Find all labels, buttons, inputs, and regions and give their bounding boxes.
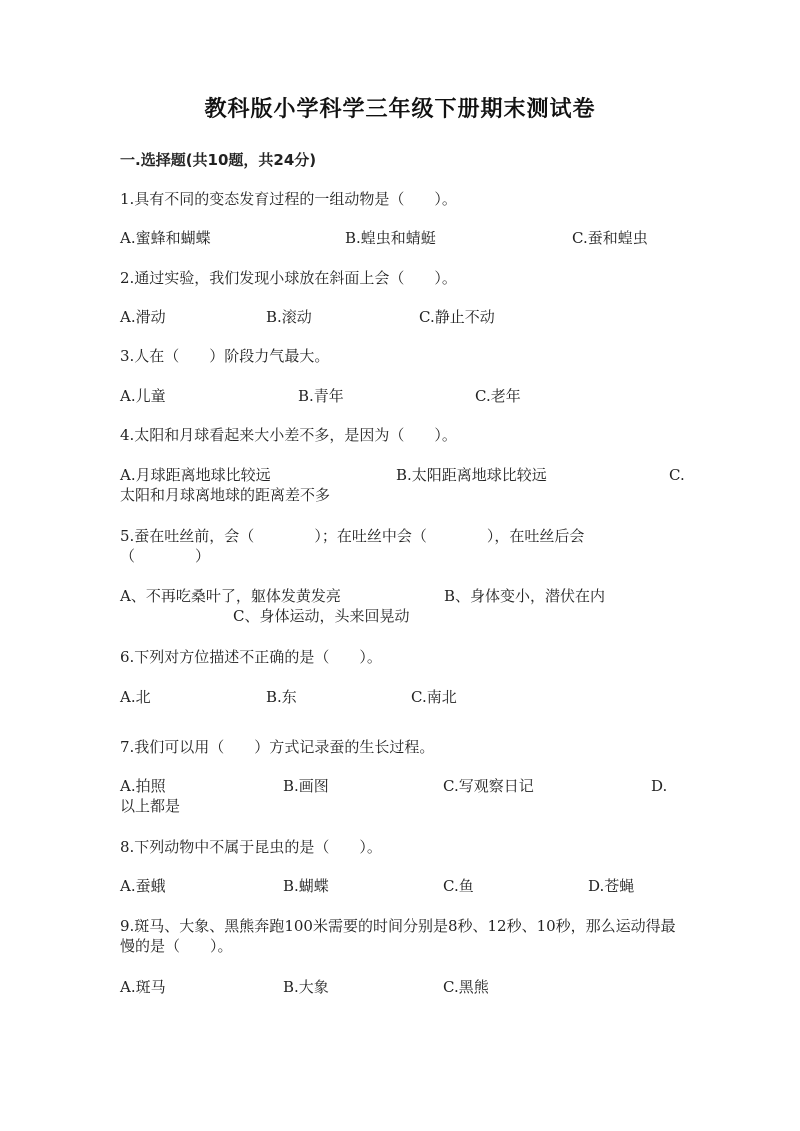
question-6-option-a: A.北	[120, 688, 151, 706]
question-1-option-b: B.蝗虫和蜻蜓	[345, 229, 436, 247]
question-6-option-b: B.东	[266, 688, 297, 706]
question-7-option-d-text: 以上都是	[120, 797, 181, 815]
question-7-option-b: B.画图	[283, 777, 329, 795]
question-7-option-c: C.写观察日记	[443, 777, 534, 795]
question-7-stem: 7.我们可以用（ ）方式记录蚕的生长过程。	[120, 738, 435, 756]
question-1-option-c: C.蚕和蝗虫	[572, 229, 648, 247]
question-5-option-a: A、不再吃桑叶了，躯体发黄发亮	[120, 587, 341, 605]
question-9-option-c: C.黑熊	[443, 978, 489, 996]
question-4-stem: 4.太阳和月球看起来大小差不多，是因为（ ）。	[120, 426, 457, 444]
question-7-option-a: A.拍照	[120, 777, 166, 795]
question-8-option-d: D.苍蝇	[588, 877, 635, 895]
page-title: 教科版小学科学三年级下册期末测试卷	[204, 97, 596, 122]
question-5-stem-line-1: 5.蚕在吐丝前，会（ ）；在吐丝中会（ ），在吐丝后会	[120, 527, 585, 545]
question-4-option-a: A.月球距离地球比较远	[120, 466, 271, 484]
question-3-stem: 3.人在（ ）阶段力气最大。	[120, 347, 330, 365]
question-3-option-b: B.青年	[298, 387, 344, 405]
section-heading: 一.选择题(共10题，共24分)	[120, 151, 317, 169]
question-5-stem-line-2: （ ）	[120, 547, 211, 565]
question-9-stem: 9.斑马、大象、黑熊奔跑100米需要的时间分别是8秒、12秒、10秒，那么运动得最慢的是（ ）。	[120, 917, 676, 955]
question-6-option-c: C.南北	[411, 688, 457, 706]
question-6-stem: 6.下列对方位描述不正确的是（ ）。	[120, 648, 382, 666]
question-2-option-b: B.滚动	[266, 308, 312, 326]
question-4-option-b: B.太阳距离地球比较远	[396, 466, 547, 484]
question-7-option-d-label: D.	[651, 777, 668, 795]
question-1-stem: 1.具有不同的变态发育过程的一组动物是（ ）。	[120, 190, 457, 208]
question-3-option-a: A.儿童	[120, 387, 166, 405]
question-5-option-c: C、身体运动，头来回晃动	[233, 607, 410, 625]
question-4-option-c-label: C.	[669, 466, 685, 484]
question-2-option-a: A.滑动	[120, 308, 166, 326]
question-8-option-a: A.蚕蛾	[120, 877, 166, 895]
question-2-stem: 2.通过实验，我们发现小球放在斜面上会（ ）。	[120, 269, 457, 287]
question-9-option-b: B.大象	[283, 978, 329, 996]
question-9-option-a: A.斑马	[120, 978, 166, 996]
question-5-option-b: B、身体变小，潜伏在内	[444, 587, 606, 605]
question-8-option-c: C.鱼	[443, 877, 474, 895]
question-4-option-c-text: 太阳和月球离地球的距离差不多	[120, 486, 331, 504]
question-1-option-a: A.蜜蜂和蝴蝶	[120, 229, 211, 247]
question-8-option-b: B.蝴蝶	[283, 877, 329, 895]
question-3-option-c: C.老年	[475, 387, 521, 405]
question-2-option-c: C.静止不动	[419, 308, 495, 326]
question-8-stem: 8.下列动物中不属于昆虫的是（ ）。	[120, 838, 382, 856]
